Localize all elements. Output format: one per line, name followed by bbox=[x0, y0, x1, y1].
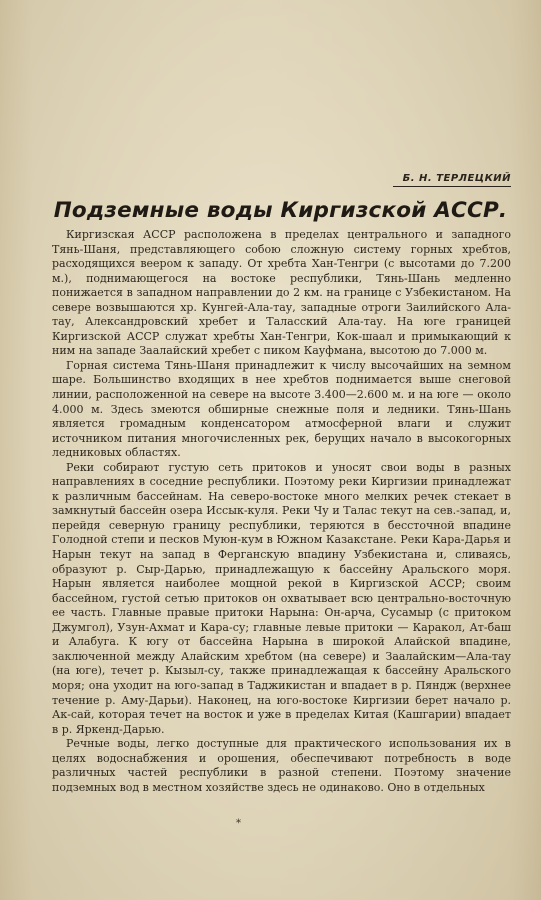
paragraph: Киргизская АССР расположена в пределах центрального и западного Тянь-Шаня, представляющего собою сложную систему горных хребтов, расходящихся веером к западу. От хребта Хан-Тенгри (с высотами до 7.200 м.), поднимающегося на востоке республики, Тянь-Шань медленно понижается в западном направлении до 2 км. на границе с Узбекистаном. На севере возвышаются хр. Кунгей-Ала-тау, западные отроги Заилийского Ала-тау, Александровский хребет и Таласский Ала-тау. На юге границей Киргизской АССР служат хребты Хан-Тенгри, Кок-шаал и примыкающий к ним на западе Заалайский хребет с пиком Кауфмана, высотою до 7.000 м. bbox=[52, 228, 511, 358]
paragraph: Речные воды, легко доступные для практического использования их в целях водоснабжения и орошения, обеспечивают потребность в воде различных частей республики в разной степени. Поэтому значение подземных вод в местном хозяйстве здесь не одинаково. Оно в отдельных bbox=[52, 737, 511, 794]
author-byline: Б. Н. ТЕРЛЕЦКИЙ bbox=[393, 173, 511, 187]
paragraph: Горная система Тянь-Шаня принадлежит к числу высочайших на земном шаре. Большинство входящих в нее хребтов поднимается выше снеговой линии, расположенной на севере на высоте 3.400—2.600 м. и на юге — около 4.000 м. Здесь змеются обширные снежные поля и ледники. Тянь-Шань является громадным конденсатором атмосферной влаги и служит источником питания многочисленных рек, берущих начало в высокогорных ледниковых областях. bbox=[52, 358, 511, 460]
paragraph: Реки собирают густую сеть притоков и уносят свои воды в разных направлениях в соседние республики. Поэтому реки Киргизии принадлежат к различным бассейнам. На северо-востоке много мелких речек стекает в замкнутый бассейн озера Иссык-куля. Реки Чу и Талас текут на сев.-запад, и, перейдя северную границу республики, теряются в бессточной впадине Голодной степи и песков Муюн-кум в Южном Казакстане. Реки Кара-Дарья и Нарын текут на запад в Ферганскую впадину Узбекистана и, сливаясь, образуют р. Сыр-Дарью, принадлежащую к бассейну Аральского моря. Нарын является наиболее мощной рекой в Киргизской АССР; своим бассейном, густой сетью притоков он охватывает всю центрально-восточную ее часть. Главные правые притоки Нарына: Он-арча, Сусамыр (с притоком Джумгол), Узун-Ахмат и Кара-су; главные левые притоки — Каракол, Ат-баш и Алабуга. К югу от бассейна Нарына в широкой Алайской впадине, заключенной между Алайским хребтом (на севере) и Заалайским—Ала-тау (на юге), течет р. Кызыл-су, также принадлежащая к бассейну Аральского моря; она уходит на юго-запад в Таджикистан и впадает в р. Пяндж (верхнее течение р. Аму-Дарьи). Наконец, на юго-востоке Киргизии берет начало р. Ак-сай, которая течет на восток и уже в пределах Китая (Кашгарии) впадает в р. Яркенд-Дарью. bbox=[52, 460, 511, 736]
article-title: Подземные воды Киргизской АССР. bbox=[53, 198, 508, 223]
article-body bbox=[52, 228, 511, 795]
footer-mark: * bbox=[236, 818, 241, 829]
